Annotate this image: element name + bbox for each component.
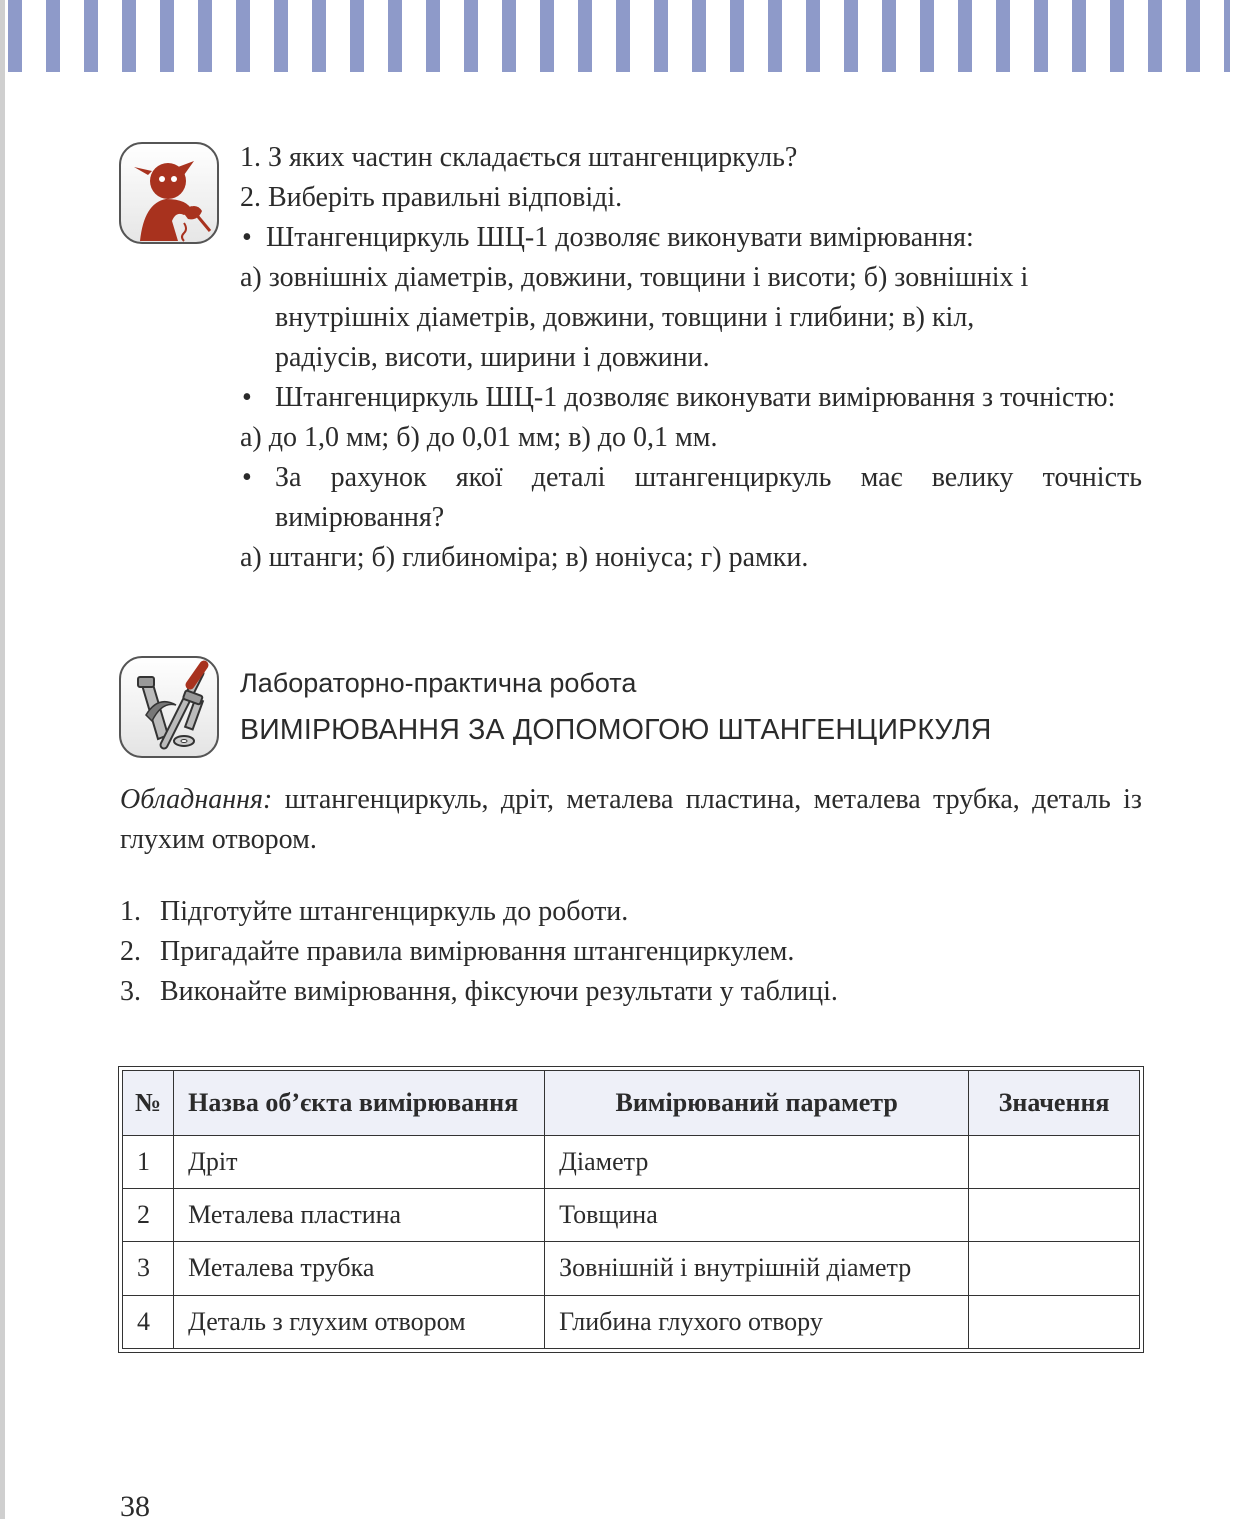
header-stripe [958,0,972,72]
step-text: Пригадайте правила вимірювання штангенциркулем. [160,936,795,967]
header-stripe [122,0,136,72]
header-stripe [350,0,364,72]
header-stripe [920,0,934,72]
question-1: 1. З яких частин складається штангенциркуль? [240,142,798,173]
header-stripe [1186,0,1200,72]
header-stripe [768,0,782,72]
question-2: 2. Виберіть правильні відповіді. [240,182,623,213]
bullet-marker: • [242,222,252,253]
cell-object: Металева трубка [174,1242,545,1295]
questions-block [240,138,1142,578]
tools-icon [118,655,220,759]
cell-number: 4 [123,1295,174,1348]
header-stripes [8,0,1230,72]
bullet-text: За рахунок якої деталі штангенциркуль має велику точність вимірювання? [275,462,1142,533]
thinking-figure-icon [118,141,220,245]
table-row [123,1135,1140,1188]
table-row [123,1242,1140,1295]
header-stripe [844,0,858,72]
header-value: Значення [969,1071,1140,1136]
header-stripe [578,0,592,72]
step-number: 2. [120,936,141,967]
header-stripe [1034,0,1048,72]
header-stripe [388,0,402,72]
lab-subtitle: Лабораторно-практична робота [240,668,637,698]
bullet-item [240,378,1142,418]
header-stripe [312,0,326,72]
cell-value[interactable] [969,1295,1140,1348]
equipment-text: штангенциркуль, дріт, металева пластина, металева трубка, деталь із глухим отвором. [120,784,1142,855]
answer-line: а) штанги; б) глибиноміра; в) ноніуса; г) рамки. [240,542,809,573]
header-stripe [1148,0,1162,72]
cell-object: Дріт [174,1135,545,1188]
bullet-item [240,218,1142,258]
bullet-item [240,458,1142,538]
answer-line: радіусів, висоти, ширини і довжини. [275,342,710,373]
header-stripe [8,0,22,72]
answer-line: а) до 1,0 мм; б) до 0,01 мм; в) до 0,1 мм. [240,422,718,453]
header-stripe [1072,0,1086,72]
cell-value[interactable] [969,1188,1140,1241]
cell-number: 1 [123,1135,174,1188]
cell-object: Металева пластина [174,1188,545,1241]
step-number: 3. [120,976,141,1007]
list-item [120,972,1142,1012]
header-stripe [540,0,554,72]
header-stripe [616,0,630,72]
bullet-marker: • [242,382,252,413]
header-stripe [996,0,1010,72]
equipment-label: Обладнання: [120,784,273,815]
step-text: Підготуйте штангенциркуль до роботи. [160,896,629,927]
header-stripe [692,0,706,72]
cell-value[interactable] [969,1135,1140,1188]
step-text: Виконайте вимірювання, фіксуючи результати у таблиці. [160,976,838,1007]
cell-parameter: Товщина [545,1188,969,1241]
table-row [123,1188,1140,1241]
header-stripe [274,0,288,72]
header-stripe [160,0,174,72]
bullet-text: Штангенциркуль ШЦ-1 дозволяє виконувати вимірювання з точністю: [275,382,1116,413]
header-stripe [426,0,440,72]
header-stripe [464,0,478,72]
page-edge [0,0,5,1519]
header-parameter: Вимірюваний параметр [545,1071,969,1136]
header-stripe [882,0,896,72]
header-stripe [654,0,668,72]
bullet-marker: • [242,462,252,493]
cell-parameter: Діаметр [545,1135,969,1188]
step-number: 1. [120,896,141,927]
header-stripe [46,0,60,72]
header-stripe [730,0,744,72]
header-stripe [1224,0,1230,72]
bullet-text: Штангенциркуль ШЦ-1 дозволяє виконувати вимірювання: [266,222,974,253]
list-item [120,892,1142,932]
steps-list [120,892,1142,1012]
header-stripe [1110,0,1124,72]
header-stripe [502,0,516,72]
header-stripe [806,0,820,72]
header-stripe [84,0,98,72]
list-item [120,932,1142,972]
cell-parameter: Зовнішній і внутрішній діаметр [545,1242,969,1295]
answer-line: а) зовнішніх діаметрів, довжини, товщини і висоти; б) зовнішніх і [240,262,1029,293]
cell-number: 3 [123,1242,174,1295]
table-header-row [123,1071,1140,1136]
page-number: 38 [120,1490,150,1523]
answer-line: внутрішніх діаметрів, довжини, товщини і глибини; в) кіл, [275,302,975,333]
header-stripe [198,0,212,72]
equipment-paragraph [120,780,1142,860]
header-object: Назва об’єкта вимірювання [174,1071,545,1136]
lab-title: ВИМІРЮВАННЯ ЗА ДОПОМОГОЮ ШТАНГЕНЦИРКУЛЯ [240,714,992,746]
header-number: № [123,1071,174,1136]
cell-value[interactable] [969,1242,1140,1295]
cell-parameter: Глибина глухого отвору [545,1295,969,1348]
cell-number: 2 [123,1188,174,1241]
cell-object: Деталь з глухим отвором [174,1295,545,1348]
table-row [123,1295,1140,1348]
measurement-table [118,1066,1144,1353]
header-stripe [236,0,250,72]
